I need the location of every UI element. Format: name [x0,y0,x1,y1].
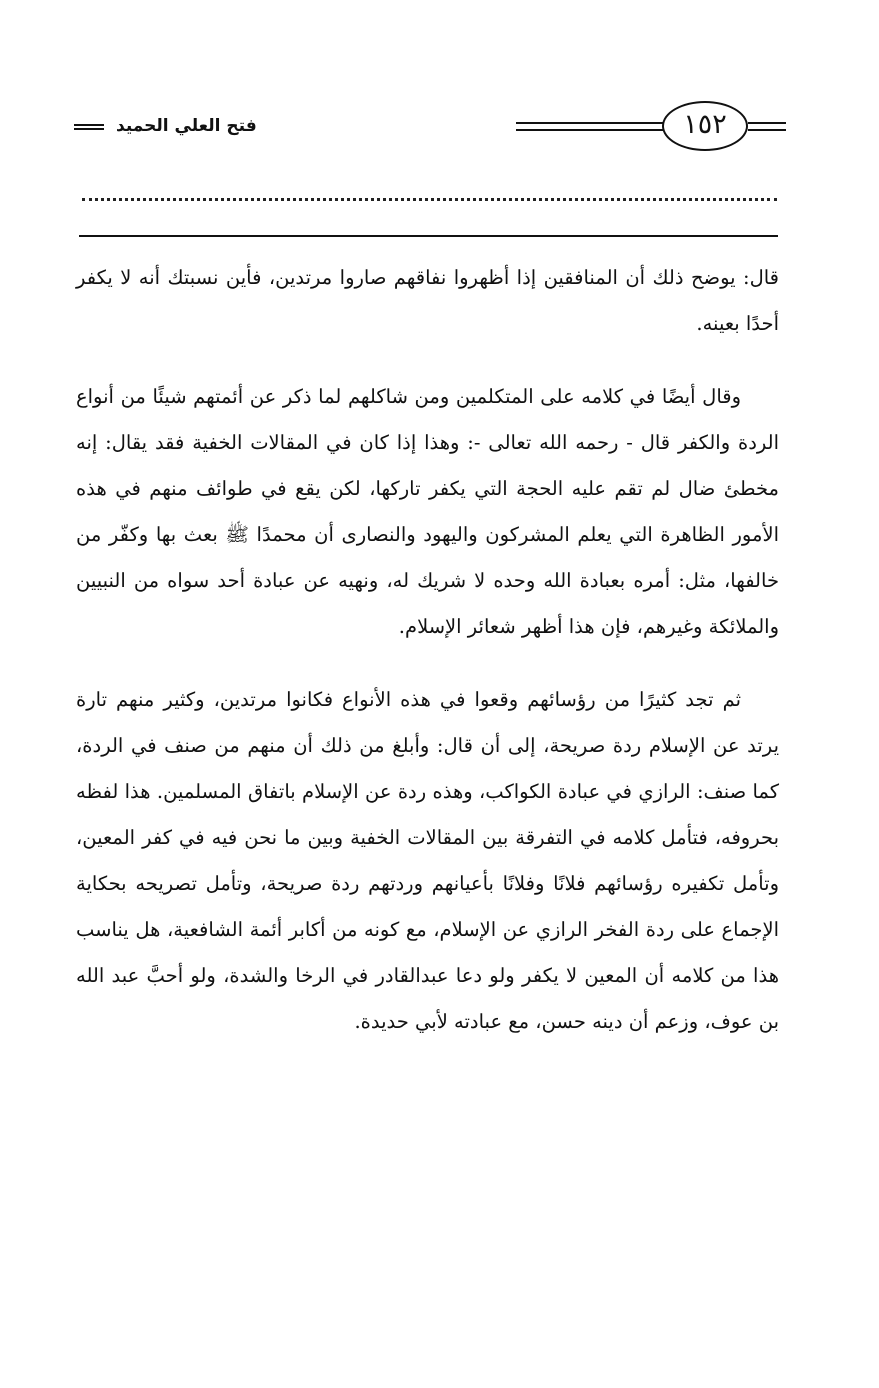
title-double-rule [74,124,104,130]
page-header [70,96,785,166]
page-number-rule-right [748,122,786,131]
paragraph: وقال أيضًا في كلامه على المتكلمين ومن شاكلهم لما ذكر عن أئمتهم شيئًا من أنواع الردة والكفر قال - رحمه الله تعالى -: وهذا إذا كان في المقالات الخفية فقد يقال: إنه مخطئ ضال لم تقم عليه الحجة التي يكفر تاركها، لكن يقع في طوائف منهم في هذه الأمور الظاهرة التي يعلم المشركون واليهود والنصارى أن محمدًا ﷺ بعث بها وكفّر من خالفها، مثل: أمره بعبادة الله وحده لا شريك له، ونهيه عن عبادة أحد سواه من النبيين والملائكة وغيرهم، فإن هذا أظهر شعائر الإسلام. [76,385,779,638]
page-number: ١٥٢ [662,101,748,151]
page-number-rule-left [516,122,664,131]
solid-divider [79,235,778,237]
body-text [76,255,779,1045]
paragraph: ثم تجد كثيرًا من رؤسائهم وقعوا في هذه الأنواع فكانوا مرتدين، وكثير منهم تارة يرتد عن الإسلام ردة صريحة، إلى أن قال: وأبلغ من ذلك أن منهم من صنف في الردة، كما صنف: الرازي في عبادة الكواكب، وهذه ردة عن الإسلام باتفاق المسلمين. هذا لفظه بحروفه، فتأمل كلامه في التفرقة بين المقالات الخفية وبين ما نحن فيه في كفر المعين، وتأمل تكفيره رؤسائهم فلانًا وفلانًا بأعيانهم وردتهم ردة صريحة، وتأمل تصريحه بحكاية الإجماع على ردة الفخر الرازي عن الإسلام، مع كونه من أكابر أئمة الشافعية، هل يناسب هذا من كلامه أن المعين لا يكفر ولو دعا عبدالقادر في الرخا والشدة، ولو أحبَّ عبد الله بن عوف، وزعم أن دينه حسن، مع عبادته لأبي حديدة. [76,688,779,1033]
paragraph: قال: يوضح ذلك أن المنافقين إذا أظهروا نفاقهم صاروا مرتدين، فأين نسبتك أنه لا يكفر أحدًا بعينه. [76,266,779,335]
dotted-divider [82,198,777,201]
book-title: فتح العلي الحميد [116,116,257,136]
